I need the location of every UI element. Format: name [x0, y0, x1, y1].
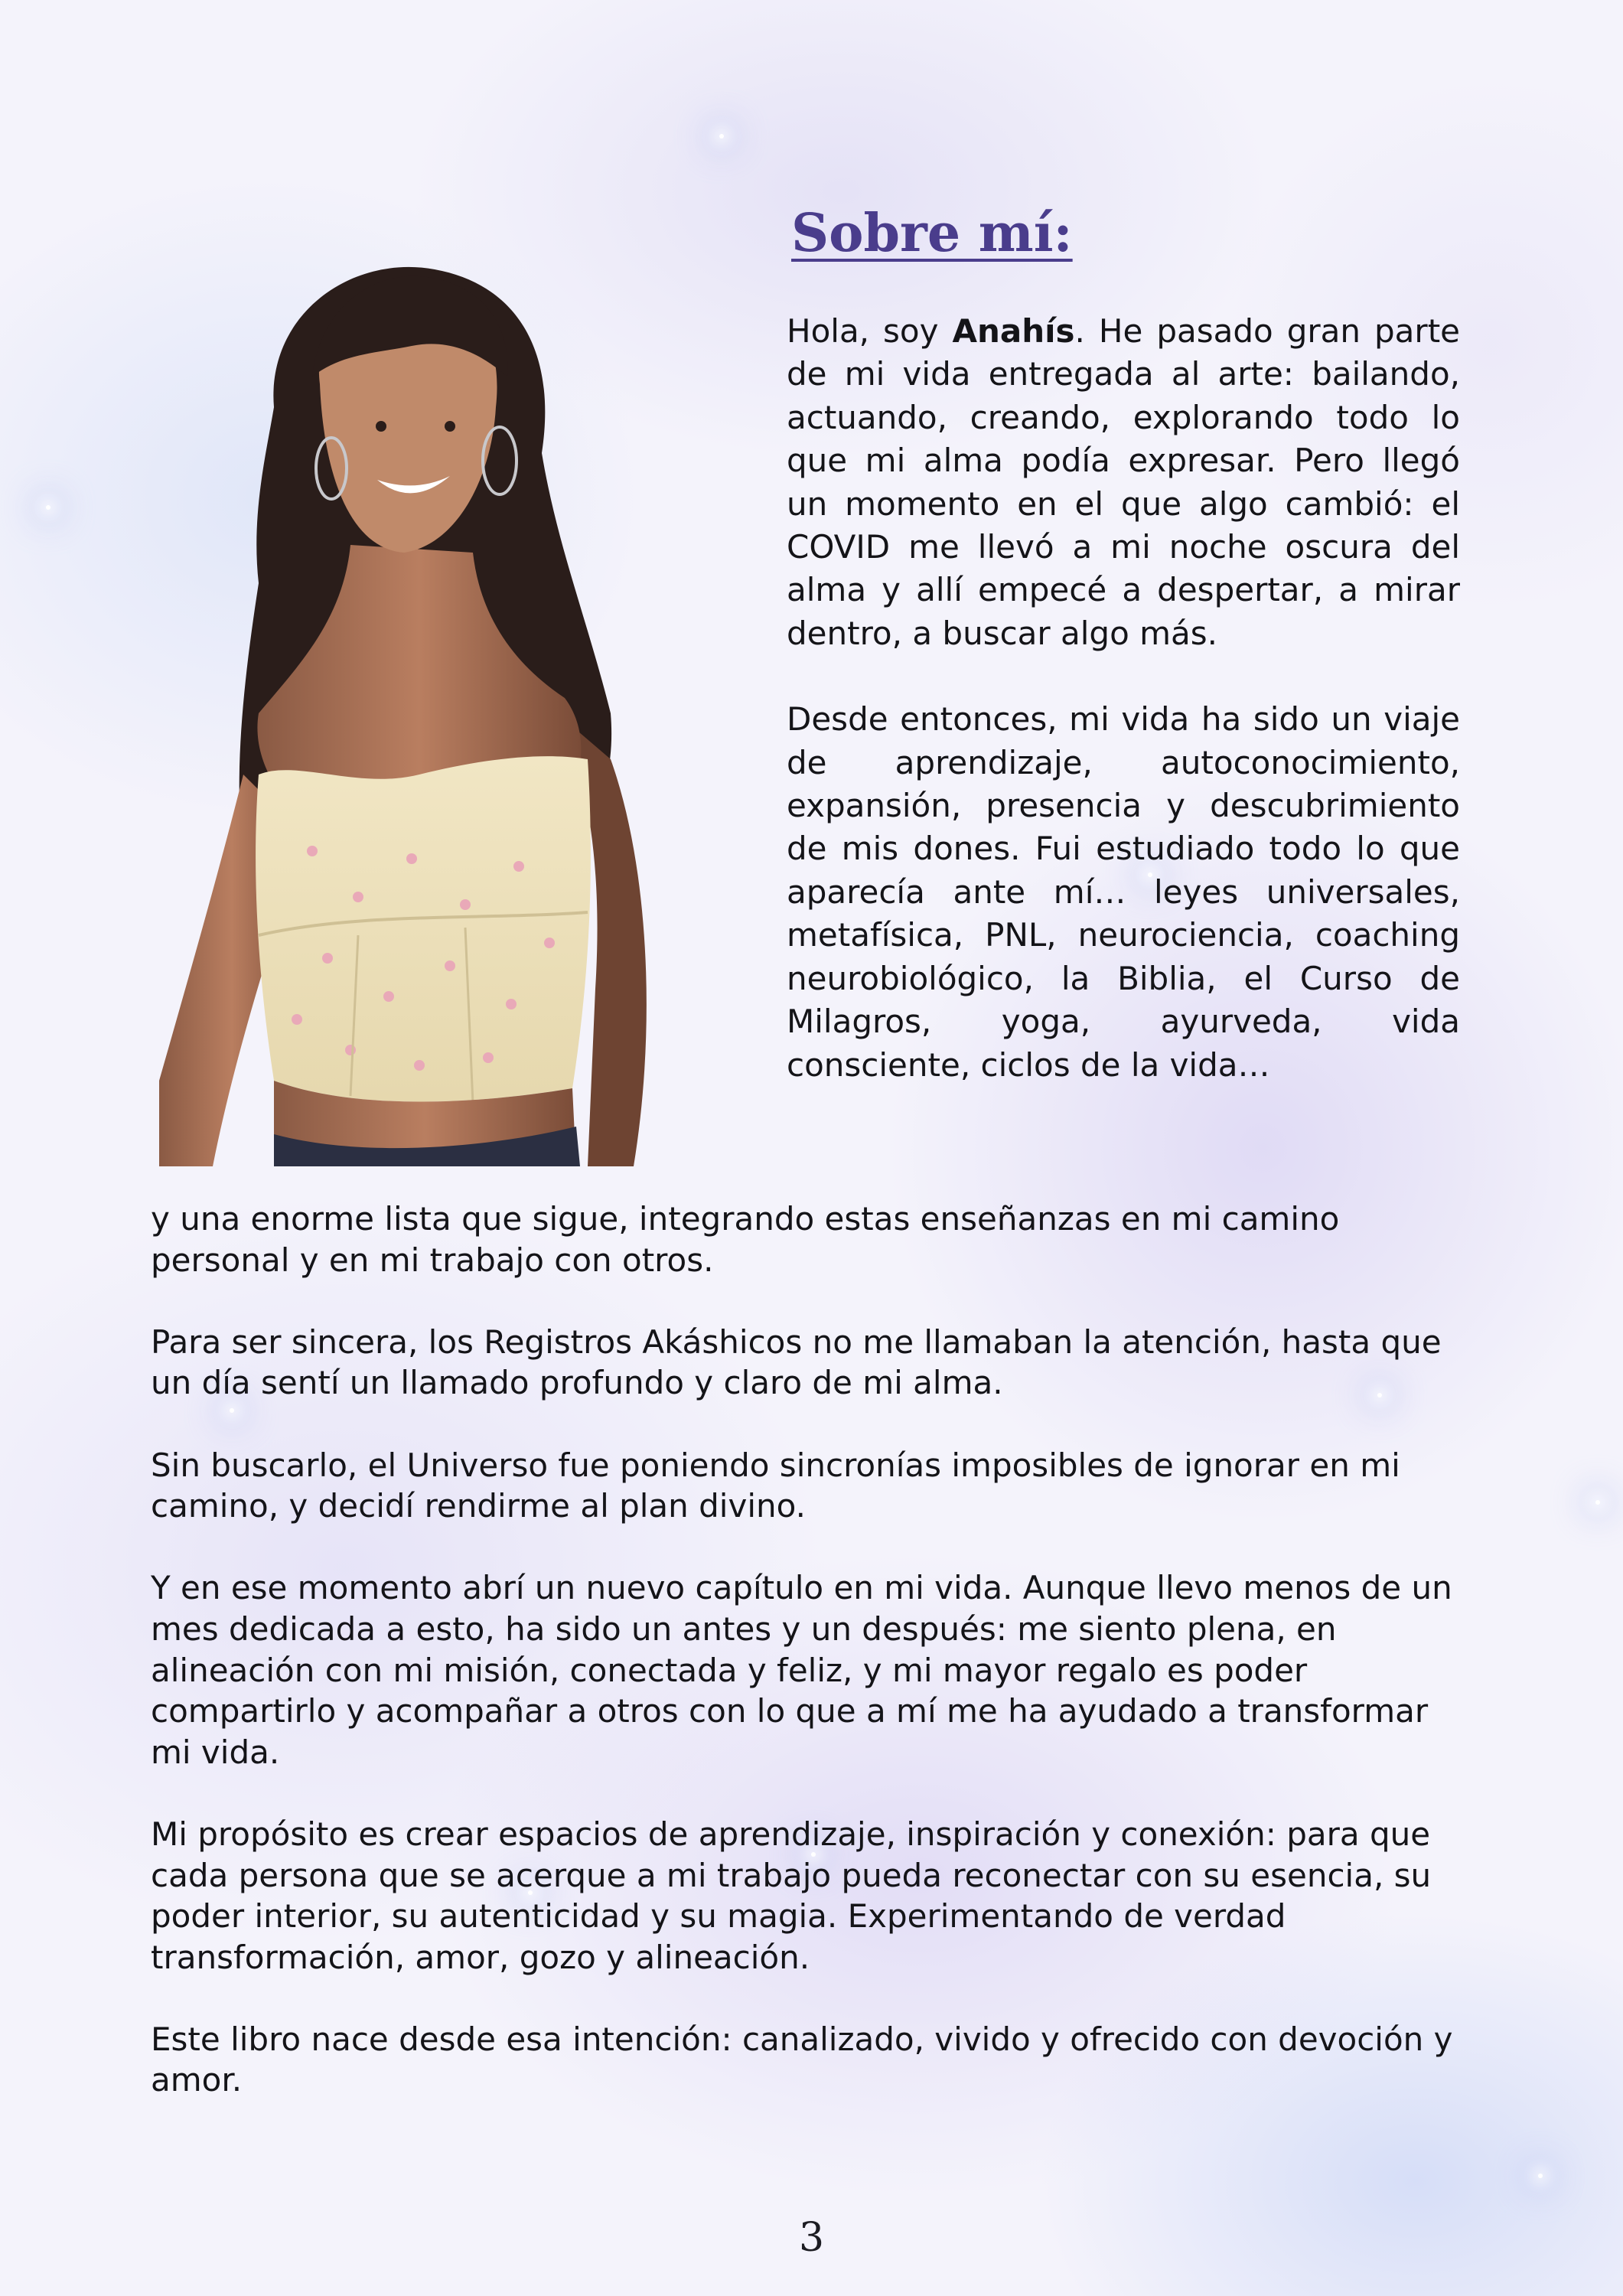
- author-photo: [159, 223, 684, 1166]
- body-paragraph: Sin buscarlo, el Universo fue poniendo sincronías imposibles de ignorar en mi camino, y decidí rendirme al plan divino.: [151, 1446, 1400, 1525]
- top-garment: [256, 756, 591, 1101]
- sparkle: [46, 505, 51, 510]
- sparkle: [719, 134, 724, 139]
- body-paragraph: Desde entonces, mi vida ha sido un viaje de aprendizaje, autoconocimiento, expansión, presencia y descubrimiento de mis dones. Fui estudiado todo lo que aparecía ante mí… leyes universales, metafísica, PNL, neurociencia, coaching neurobiológico, la Biblia, el Curso de Milagros, yoga, ayurveda, vida consciente, ciclos de la vida…: [787, 700, 1460, 1084]
- body-paragraph: Para ser sincera, los Registros Akáshicos no me llamaban la atención, hasta que un día sentí un llamado profundo y claro de mi alma.: [151, 1322, 1442, 1402]
- body-paragraph: Este libro nace desde esa intención: canalizado, vivido y ofrecido con devoción y amor.: [151, 2020, 1453, 2099]
- body-text: [151, 1199, 1467, 2142]
- author-name: Anahís: [952, 312, 1075, 350]
- body-paragraph: Y en ese momento abrí un nuevo capítulo en mi vida. Aunque llevo menos de un mes dedicada a esto, ha sido un antes y un después: me siento plena, en alineación con mi misión, conectada y feliz, y mi mayor regalo es poder compartirlo y acompañar a otros con lo que a mí me ha ayudado a transformar mi vida.: [151, 1569, 1452, 1771]
- sparkle: [1538, 2174, 1543, 2178]
- page-title: Sobre mí:: [791, 203, 1073, 264]
- page-number: 3: [798, 2215, 825, 2261]
- body-paragraph: Mi propósito es crear espacios de aprendizaje, inspiración y conexión: para que cada persona que se acerque a mi trabajo pueda reconectar con su esencia, su poder interior, su autenticidad y su magia. Experimentando de verdad transformación, amor, gozo y alineación.: [151, 1815, 1432, 1976]
- intro-column: [787, 310, 1460, 1130]
- intro-paragraph: Hola, soy Anahís. He pasado gran parte de mi vida entregada al arte: bailando, actuando, creando, explorando todo lo que mi alma podía expresar. Pero llegó un momento en el que algo cambió: el COVID me llevó a mi noche oscura del alma y allí empecé a despertar, a mirar dentro, a buscar algo más.: [787, 312, 1460, 652]
- body-paragraph: y una enorme lista que sigue, integrando estas enseñanzas en mi camino personal y en mi trabajo con otros.: [151, 1200, 1340, 1279]
- sparkle: [1595, 1500, 1600, 1505]
